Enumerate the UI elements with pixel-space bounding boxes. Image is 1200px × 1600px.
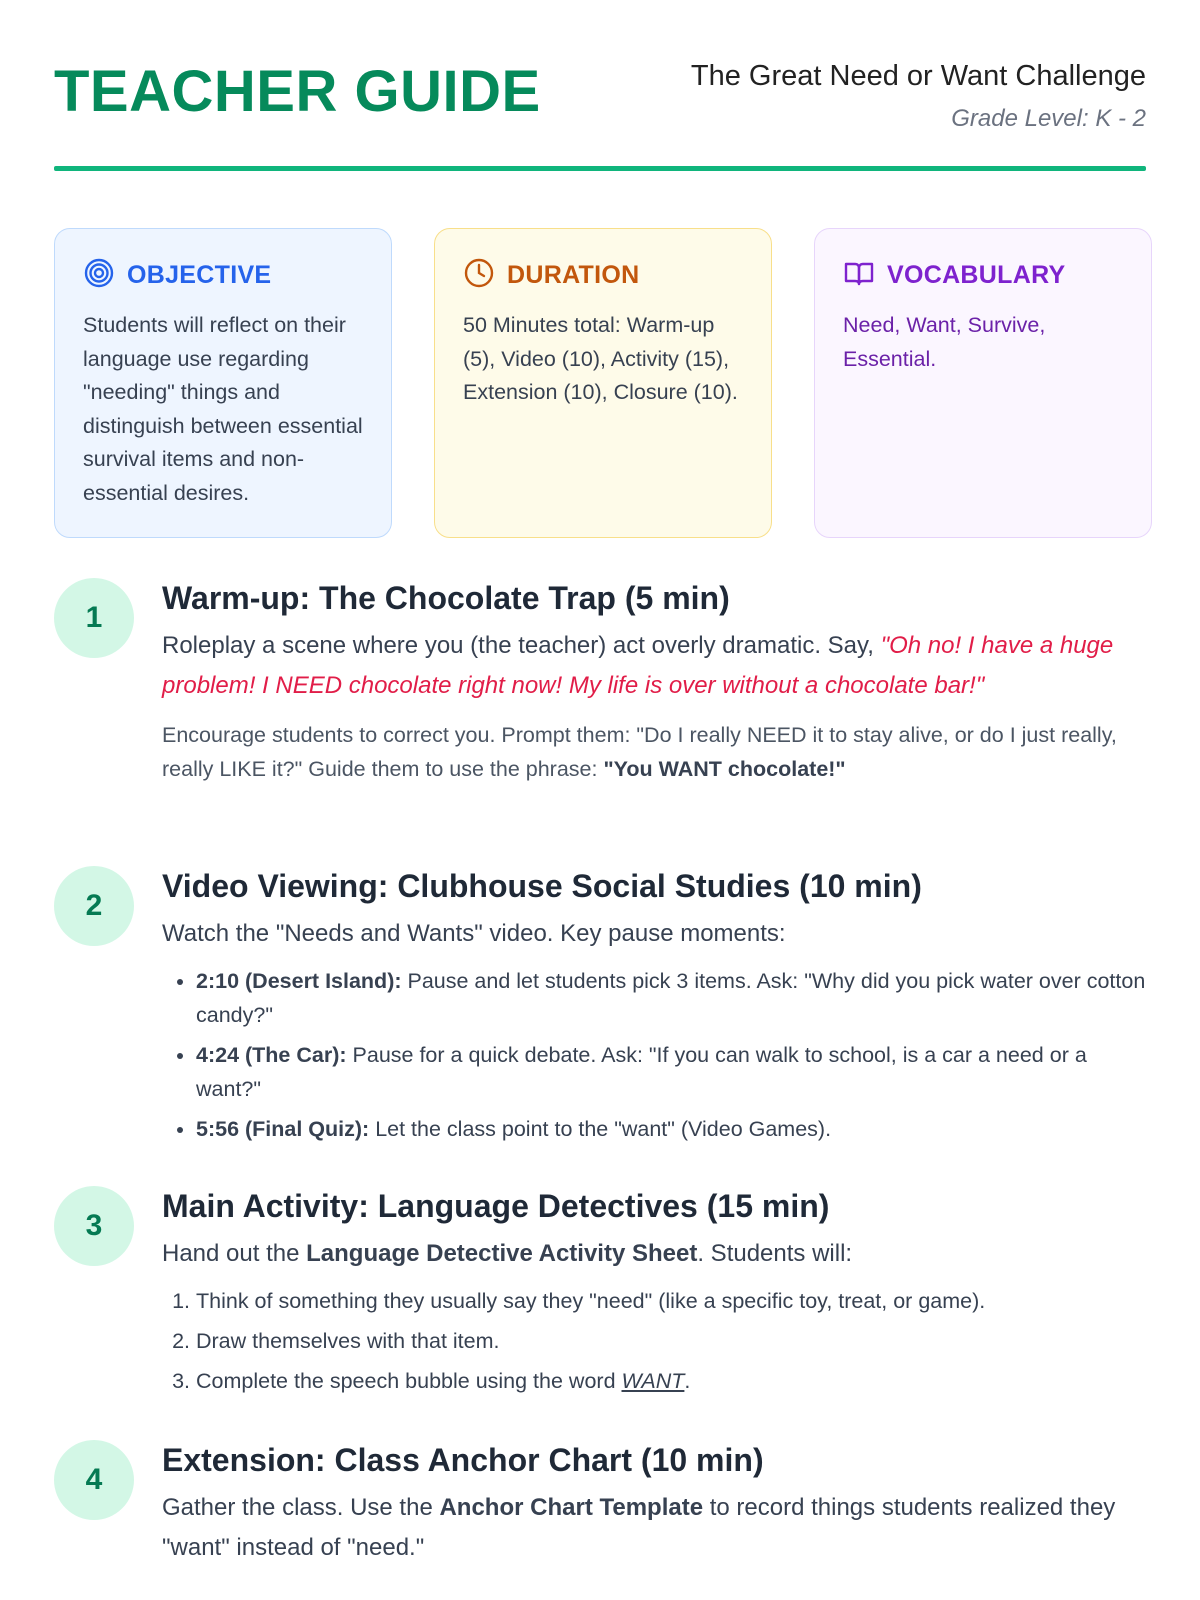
objective-text: Students will reflect on their language use regarding "needing" things and distinguish between essential survival items and non-essential desires. xyxy=(83,313,363,505)
objective-card xyxy=(54,228,392,538)
list-item: 3. Complete the speech bubble using the word WANT. xyxy=(196,1364,1152,1398)
list-item: • 5:56 (Final Quiz): Let the class point to the "want" (Video Games). xyxy=(196,1112,1152,1146)
activity-steps-list xyxy=(162,1284,1152,1398)
list-item: 2. Draw themselves with that item. xyxy=(196,1324,1152,1358)
page-header xyxy=(54,40,1146,174)
teacher-quote: "Oh no! I have a huge problem! I NEED chocolate right now! My life is over without a chocolate bar!" xyxy=(162,632,1114,699)
lesson-title: The Great Need or Want Challenge xyxy=(690,60,1146,92)
vocabulary-title: VOCABULARY xyxy=(887,260,1066,289)
step-title: Main Activity: Language Detectives (15 min) xyxy=(162,1188,830,1224)
step-number: 4 xyxy=(54,1440,134,1520)
duration-title: DURATION xyxy=(507,260,640,289)
lesson-info xyxy=(691,60,1146,133)
objective-title: OBJECTIVE xyxy=(127,260,272,289)
step-number: 1 xyxy=(54,578,134,658)
step-instructions: Watch the "Needs and Wants" video. Key pause moments: xyxy=(162,920,786,947)
activity-sheet-name: Language Detective Activity Sheet xyxy=(306,1240,698,1267)
header-divider xyxy=(54,166,1146,171)
clock-icon xyxy=(463,257,495,294)
step-title: Video Viewing: Clubhouse Social Studies (10 min) xyxy=(162,868,922,904)
step-instructions: Gather the class. Use the Anchor Chart Template to record things students realized they "want" instead of "need." xyxy=(162,1494,1116,1561)
anchor-chart-name: Anchor Chart Template xyxy=(439,1494,704,1521)
list-item: • 4:24 (The Car): Pause for a quick debate. Ask: "If you can walk to school, is a car a need or a want?" xyxy=(196,1038,1152,1106)
list-item: • 2:10 (Desert Island): Pause and let students pick 3 items. Ask: "Why did you pick water over cotton candy?" xyxy=(196,964,1152,1032)
want-word: WANT xyxy=(621,1369,685,1393)
step-number: 3 xyxy=(54,1186,134,1266)
vocabulary-card xyxy=(814,228,1152,538)
step-instructions: Hand out the Language Detective Activity Sheet. Students will: xyxy=(162,1240,853,1267)
summary-cards xyxy=(54,228,1152,538)
document-type-title: TEACHER GUIDE xyxy=(54,59,541,124)
step-title: Warm-up: The Chocolate Trap (5 min) xyxy=(162,580,730,616)
grade-level: Grade Level: K - 2 xyxy=(951,105,1146,132)
duration-text: 50 Minutes total: Warm-up (5), Video (10), Activity (15), Extension (10), Closure (10). xyxy=(463,313,738,404)
book-icon xyxy=(843,257,875,294)
target-icon xyxy=(83,257,115,294)
step-title: Extension: Class Anchor Chart (10 min) xyxy=(162,1442,764,1478)
pause-moments-list xyxy=(162,964,1152,1146)
duration-card xyxy=(434,228,772,538)
vocabulary-text: Need, Want, Survive, Essential. xyxy=(843,313,1046,371)
step-note: Encourage students to correct you. Prompt them: "Do I really NEED it to stay alive, or do I just really, really LIKE it?" Guide them to use the phrase: "You WANT chocolate!" xyxy=(162,723,1117,781)
list-item: 1. Think of something they usually say they "need" (like a specific toy, treat, or game). xyxy=(196,1284,1152,1318)
step-number: 2 xyxy=(54,866,134,946)
step-instructions: Roleplay a scene where you (the teacher) act overly dramatic. Say, "Oh no! I have a huge problem! I NEED chocolate right now! My life is over without a chocolate bar!" xyxy=(162,632,1114,699)
key-phrase: "You WANT chocolate!" xyxy=(603,757,846,781)
